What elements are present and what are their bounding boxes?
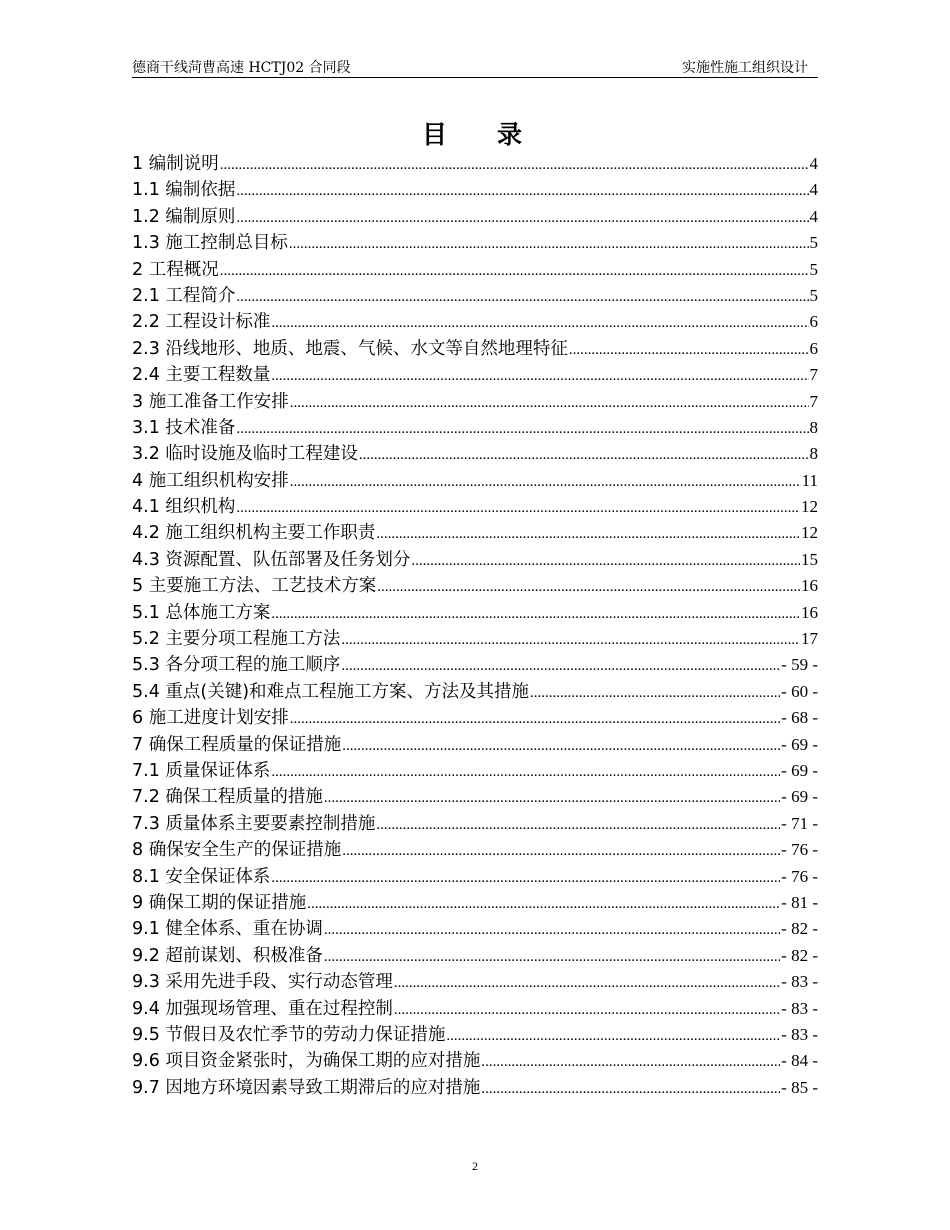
toc-dot-leader: [394, 970, 780, 996]
toc-entry[interactable]: [132, 890, 818, 916]
toc-dot-leader: [236, 205, 808, 231]
toc-entry-page: 4: [809, 206, 818, 226]
toc-entry-page: 8: [809, 444, 818, 464]
toc-entry[interactable]: [132, 1048, 818, 1074]
toc-entry-label: 5 主要施工方法、工艺技术方案: [132, 576, 377, 597]
toc-dot-leader: [394, 997, 780, 1023]
toc-entry[interactable]: [132, 230, 818, 256]
toc-entry-label: 4.1 组织机构: [132, 497, 236, 518]
toc-dot-leader: [324, 944, 780, 970]
toc-entry-label: 9.5 节假日及农忙季节的劳动力保证措施: [132, 1024, 446, 1045]
toc-entry-page: 5: [809, 285, 818, 305]
toc-entry-page: - 83 -: [781, 998, 818, 1018]
toc-entry[interactable]: [132, 705, 818, 731]
toc-dot-leader: [481, 1076, 780, 1102]
toc-entry-label: 2.3 沿线地形、地质、地震、气候、水文等自然地理特征: [132, 338, 568, 359]
page-number: 2: [472, 1159, 478, 1173]
toc-entry[interactable]: [132, 151, 818, 177]
toc-entry-label: 1 编制说明: [132, 154, 219, 174]
toc-entry-label: 9.4 加强现场管理、重在过程控制: [132, 998, 393, 1019]
toc-entry[interactable]: [132, 626, 818, 652]
toc-entry[interactable]: [132, 969, 818, 995]
header-document-type: 实施性施工组织设计: [682, 60, 808, 76]
toc-entry-page: 5: [809, 259, 818, 279]
toc-entry[interactable]: [132, 415, 818, 441]
toc-dot-leader: [290, 706, 780, 732]
toc-dot-leader: [271, 601, 800, 627]
toc-entry[interactable]: [132, 441, 818, 467]
toc-entry[interactable]: [132, 257, 818, 283]
toc-entry-label: 9.1 健全体系、重在协调: [132, 919, 323, 940]
toc-dot-leader: [289, 231, 809, 257]
toc-entry-label: 4.3 资源配置、队伍部署及任务划分: [132, 549, 411, 570]
toc-dot-leader: [236, 416, 808, 442]
toc-entry-page: - 60 -: [781, 681, 818, 701]
toc-entry[interactable]: [132, 732, 818, 758]
toc-entry-label: 9.6 项目资金紧张时，为确保工期的应对措施: [132, 1051, 481, 1072]
toc-entry-page: 15: [801, 549, 818, 569]
toc-entry-page: 7: [809, 365, 818, 385]
toc-dot-leader: [236, 284, 808, 310]
toc-dot-leader: [271, 310, 808, 336]
toc-entry[interactable]: [132, 600, 818, 626]
toc-dot-leader: [271, 865, 780, 891]
toc-dot-leader: [290, 390, 809, 416]
toc-entry-page: 4: [809, 154, 818, 173]
toc-entry[interactable]: [132, 943, 818, 969]
toc-entry-page: 16: [801, 576, 818, 596]
toc-dot-leader: [341, 627, 800, 653]
toc-dot-leader: [271, 363, 808, 389]
toc-entry-page: - 84 -: [781, 1051, 818, 1071]
toc-dot-leader: [359, 442, 809, 468]
toc-dot-leader: [324, 785, 780, 811]
toc-entry[interactable]: [132, 389, 818, 415]
toc-entry-label: 5.2 主要分项工程施工方法: [132, 629, 341, 650]
toc-entry-label: 7.1 质量保证体系: [132, 760, 271, 781]
toc-entry[interactable]: [132, 309, 818, 335]
toc-entry[interactable]: [132, 996, 818, 1022]
toc-entry-page: 12: [801, 523, 818, 543]
toc-dot-leader: [376, 521, 800, 547]
toc-entry-page: 8: [809, 417, 818, 437]
toc-entry-label: 5.4 重点(关键)和难点工程施工方案、方法及其措施: [132, 681, 530, 702]
toc-entry[interactable]: [132, 520, 818, 546]
toc-entry-page: - 69 -: [781, 760, 818, 780]
toc-entry-label: 9.7 因地方环境因素导致工期滞后的应对措施: [132, 1077, 481, 1098]
toc-dot-leader: [342, 733, 780, 759]
toc-entry[interactable]: [132, 652, 818, 678]
toc-entry[interactable]: [132, 573, 818, 599]
toc-entry-label: 5.3 各分项工程的施工顺序: [132, 655, 341, 676]
toc-dot-leader: [236, 178, 808, 204]
toc-entry[interactable]: [132, 1022, 818, 1048]
toc-entry-page: - 83 -: [781, 972, 818, 992]
toc-entry-label: 9.3 采用先进手段、实行动态管理: [132, 972, 393, 993]
toc-dot-leader: [220, 152, 809, 178]
toc-entry-label: 9.2 超前谋划、积极准备: [132, 945, 323, 966]
toc-entry-page: - 82 -: [781, 919, 818, 939]
toc-entry[interactable]: [132, 362, 818, 388]
toc-entry-label: 3 施工准备工作安排: [132, 391, 289, 412]
toc-dot-leader: [411, 548, 800, 574]
toc-entry-label: 5.1 总体施工方案: [132, 602, 271, 623]
toc-entry[interactable]: [132, 916, 818, 942]
toc-entry-page: - 82 -: [781, 945, 818, 965]
toc-dot-leader: [569, 337, 809, 363]
toc-dot-leader: [376, 812, 780, 838]
toc-entry-label: 2.4 主要工程数量: [132, 365, 271, 386]
toc-entry-page: 12: [801, 497, 818, 517]
toc-dot-leader: [341, 653, 780, 679]
toc-entry[interactable]: [132, 864, 818, 890]
toc-entry-label: 3.1 技术准备: [132, 417, 236, 438]
toc-entry-page: - 83 -: [781, 1024, 818, 1044]
toc-entry-label: 1.2 编制原则: [132, 206, 236, 227]
toc-title: 目录: [421, 120, 572, 149]
toc-entry-page: 16: [801, 602, 818, 622]
toc-entry[interactable]: [132, 204, 818, 230]
toc-entry-page: - 69 -: [781, 787, 818, 807]
toc-entry-page: 7: [809, 391, 818, 411]
toc-entry[interactable]: [132, 336, 818, 362]
toc-entry-page: - 85 -: [781, 1077, 818, 1097]
toc-dot-leader: [290, 469, 801, 495]
toc-entry-page: - 59 -: [781, 655, 818, 675]
toc-entry-page: 17: [801, 629, 818, 649]
toc-dot-leader: [530, 680, 780, 706]
toc-entry[interactable]: [132, 494, 818, 520]
toc-entry[interactable]: [132, 758, 818, 784]
table-of-contents: [132, 151, 818, 1101]
toc-entry-label: 4.2 施工组织机构主要工作职责: [132, 523, 376, 544]
toc-entry[interactable]: [132, 283, 818, 309]
toc-dot-leader: [307, 891, 780, 917]
toc-entry[interactable]: [132, 811, 818, 837]
page-header: [132, 57, 818, 78]
toc-entry-label: 8 确保安全生产的保证措施: [132, 840, 342, 861]
toc-dot-leader: [446, 1023, 780, 1049]
toc-entry-label: 6 施工进度计划安排: [132, 708, 289, 729]
toc-entry-page: - 68 -: [781, 708, 818, 728]
toc-entry-page: - 71 -: [781, 813, 818, 833]
toc-entry-label: 8.1 安全保证体系: [132, 866, 271, 887]
toc-entry[interactable]: [132, 679, 818, 705]
toc-entry-label: 9 确保工期的保证措施: [132, 892, 307, 913]
toc-entry-page: 6: [809, 312, 818, 332]
toc-entry-label: 7.3 质量体系主要要素控制措施: [132, 813, 376, 834]
toc-entry[interactable]: [132, 837, 818, 863]
toc-dot-leader: [271, 759, 780, 785]
toc-entry-label: 7 确保工程质量的保证措施: [132, 734, 342, 755]
toc-entry-label: 2 工程概况: [132, 259, 219, 280]
toc-entry[interactable]: [132, 177, 818, 203]
toc-entry[interactable]: [132, 1075, 818, 1101]
toc-entry-page: 11: [801, 470, 818, 490]
toc-dot-leader: [342, 838, 780, 864]
toc-entry-page: 5: [809, 233, 818, 253]
toc-dot-leader: [220, 258, 809, 284]
toc-entry-label: 2.2 工程设计标准: [132, 312, 271, 333]
header-project-name: 德商干线菏曹高速 HCTJ02 合同段: [132, 60, 351, 76]
toc-dot-leader: [324, 917, 780, 943]
toc-entry-page: 6: [809, 338, 818, 358]
toc-entry-label: 2.1 工程简介: [132, 285, 236, 306]
toc-entry[interactable]: [132, 547, 818, 573]
toc-entry-label: 1.1 编制依据: [132, 180, 236, 201]
toc-entry-label: 7.2 确保工程质量的措施: [132, 787, 323, 808]
toc-entry-page: - 81 -: [781, 892, 818, 912]
toc-dot-leader: [481, 1049, 780, 1075]
toc-entry-page: 4: [809, 180, 818, 200]
toc-entry-label: 4 施工组织机构安排: [132, 470, 289, 491]
toc-entry-page: - 69 -: [781, 734, 818, 754]
toc-entry-label: 3.2 临时设施及临时工程建设: [132, 444, 358, 465]
toc-dot-leader: [236, 495, 800, 521]
toc-entry[interactable]: [132, 784, 818, 810]
toc-entry[interactable]: [132, 468, 818, 494]
toc-entry-label: 1.3 施工控制总目标: [132, 233, 288, 254]
toc-dot-leader: [377, 574, 800, 600]
toc-entry-page: - 76 -: [781, 866, 818, 886]
toc-entry-page: - 76 -: [781, 840, 818, 860]
